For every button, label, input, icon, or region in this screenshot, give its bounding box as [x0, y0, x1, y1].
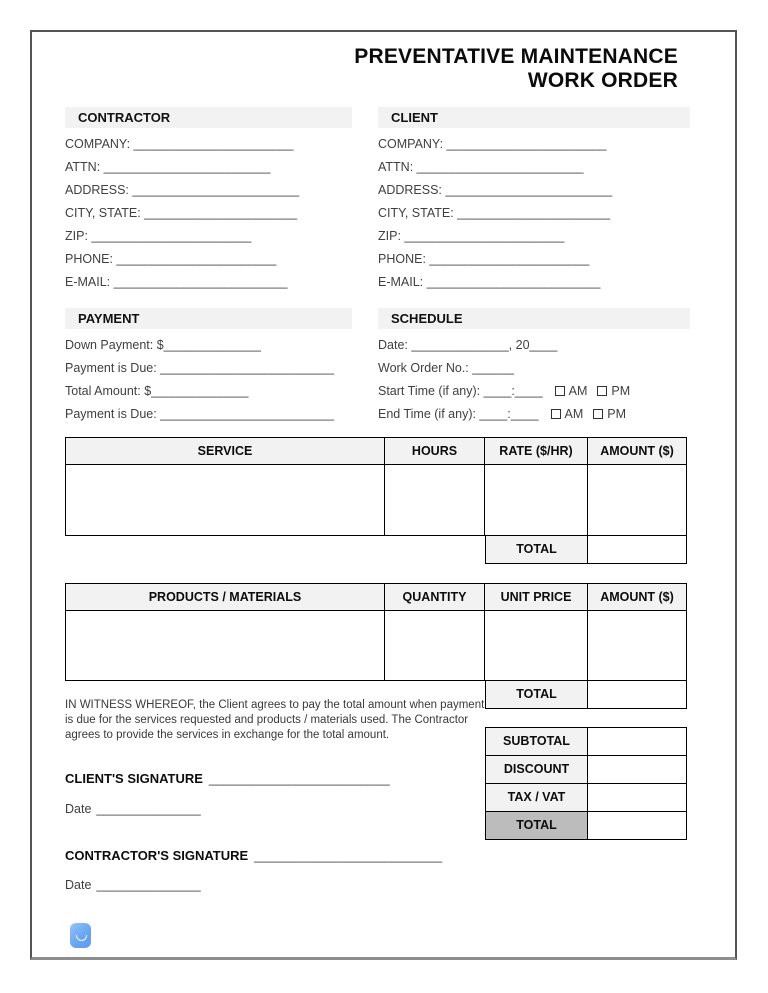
tax-vat-label: TAX / VAT — [486, 784, 588, 811]
end-am-label: AM — [564, 407, 584, 421]
client-date-line: _______________ — [96, 802, 201, 816]
client-address-field: ADDRESS: ________________________ — [378, 183, 613, 197]
title-line-2: WORK ORDER — [527, 69, 678, 92]
client-signature-line: _________________________ — [208, 771, 390, 786]
service-total-row — [485, 536, 687, 564]
amount-col-header: AMOUNT ($) — [588, 584, 686, 611]
contractor-address-field: ADDRESS: ________________________ — [65, 183, 300, 197]
subtotal-value — [588, 728, 686, 755]
products-table — [65, 583, 687, 709]
discount-value — [588, 756, 686, 783]
client-fields — [378, 133, 612, 294]
payment-section-header: PAYMENT — [65, 308, 352, 329]
service-table-grid — [65, 437, 687, 536]
contractor-signature-row — [65, 847, 442, 865]
service-cell — [66, 465, 385, 535]
client-zip-field: ZIP: _______________________ — [378, 229, 565, 243]
contractor-section-header: CONTRACTOR — [65, 107, 352, 128]
client-signature-label: CLIENT'S SIGNATURE — [65, 771, 203, 786]
subtotal-row — [486, 728, 686, 755]
schedule-fields — [378, 334, 630, 426]
client-phone-field: PHONE: _______________________ — [378, 252, 590, 266]
payment-total-amount-field: Total Amount: $______________ — [65, 384, 249, 398]
contractor-signature-line: __________________________ — [254, 848, 443, 863]
amount-cell — [588, 611, 686, 680]
client-date-row — [65, 800, 201, 818]
amount-col-header: AMOUNT ($) — [588, 438, 686, 465]
contractor-fields — [65, 133, 299, 294]
service-header-row — [66, 438, 686, 465]
payment-due-field-2: Payment is Due: _________________________ — [65, 407, 334, 421]
products-body-row — [66, 611, 686, 680]
schedule-work-order-no-field: Work Order No.: ______ — [378, 361, 514, 375]
quantity-cell — [385, 611, 485, 680]
witness-clause: IN WITNESS WHEREOF, the Client agrees to pay the total amount when payment is due for the services requested and products / materials used. The Contractor agrees to provide the services in exchange for the total amount. — [65, 699, 485, 741]
start-am-label: AM — [568, 384, 588, 398]
schedule-end-time-field — [378, 403, 630, 426]
smile-watermark-icon — [70, 923, 91, 948]
start-pm-checkbox — [597, 386, 607, 396]
end-am-checkbox — [551, 409, 561, 419]
products-header-row — [66, 584, 686, 611]
unit-price-col-header: UNIT PRICE — [485, 584, 588, 611]
schedule-section-header: SCHEDULE — [378, 308, 690, 329]
grand-total-row — [486, 811, 686, 839]
client-date-label: Date — [65, 802, 92, 816]
contractor-date-label: Date — [65, 878, 92, 892]
contractor-date-line: _______________ — [96, 878, 201, 892]
products-col-header: PRODUCTS / MATERIALS — [66, 584, 385, 611]
service-col-header: SERVICE — [66, 438, 385, 465]
contractor-date-row — [65, 876, 201, 894]
end-pm-checkbox — [593, 409, 603, 419]
amount-cell — [588, 465, 686, 535]
grand-total-label: TOTAL — [486, 812, 588, 839]
quantity-col-header: QUANTITY — [385, 584, 485, 611]
totals-summary-table — [485, 727, 687, 840]
unit-price-cell — [485, 611, 588, 680]
start-pm-label: PM — [611, 384, 631, 398]
schedule-start-time-field — [378, 380, 630, 403]
payment-fields — [65, 334, 334, 426]
discount-label: DISCOUNT — [486, 756, 588, 783]
hours-cell — [385, 465, 485, 535]
tax-vat-value — [588, 784, 686, 811]
client-section-header: CLIENT — [378, 107, 690, 128]
service-table — [65, 437, 687, 564]
products-total-label: TOTAL — [485, 681, 588, 709]
end-pm-label: PM — [607, 407, 627, 421]
client-city-state-field: CITY, STATE: ______________________ — [378, 206, 611, 220]
products-cell — [66, 611, 385, 680]
schedule-date-field: Date: ______________, 20____ — [378, 338, 558, 352]
contractor-city-state-field: CITY, STATE: ______________________ — [65, 206, 298, 220]
payment-due-field-1: Payment is Due: _________________________ — [65, 361, 334, 375]
start-am-checkbox — [555, 386, 565, 396]
title-line-1: PREVENTATIVE MAINTENANCE — [354, 45, 678, 68]
contractor-zip-field: ZIP: _______________________ — [65, 229, 252, 243]
products-total-value — [588, 681, 687, 709]
products-total-row — [485, 681, 687, 709]
contractor-signature-label: CONTRACTOR'S SIGNATURE — [65, 848, 249, 863]
hours-col-header: HOURS — [385, 438, 485, 465]
rate-col-header: RATE ($/HR) — [485, 438, 588, 465]
client-signature-row — [65, 770, 390, 788]
service-total-label: TOTAL — [485, 536, 588, 564]
contractor-company-field: COMPANY: _______________________ — [65, 137, 294, 151]
discount-row — [486, 755, 686, 783]
service-total-value — [588, 536, 687, 564]
payment-down-payment-field: Down Payment: $______________ — [65, 338, 261, 352]
end-time-label: End Time (if any): ____:____ — [378, 407, 539, 421]
contractor-email-field: E-MAIL: _________________________ — [65, 275, 288, 289]
contractor-phone-field: PHONE: _______________________ — [65, 252, 277, 266]
contractor-attn-field: ATTN: ________________________ — [65, 160, 271, 174]
subtotal-label: SUBTOTAL — [486, 728, 588, 755]
rate-cell — [485, 465, 588, 535]
tax-vat-row — [486, 783, 686, 811]
products-table-grid — [65, 583, 687, 681]
service-body-row — [66, 465, 686, 535]
start-time-label: Start Time (if any): ____:____ — [378, 384, 543, 398]
client-email-field: E-MAIL: _________________________ — [378, 275, 601, 289]
page-title — [260, 45, 678, 93]
client-attn-field: ATTN: ________________________ — [378, 160, 584, 174]
client-company-field: COMPANY: _______________________ — [378, 137, 607, 151]
grand-total-value — [588, 812, 686, 839]
